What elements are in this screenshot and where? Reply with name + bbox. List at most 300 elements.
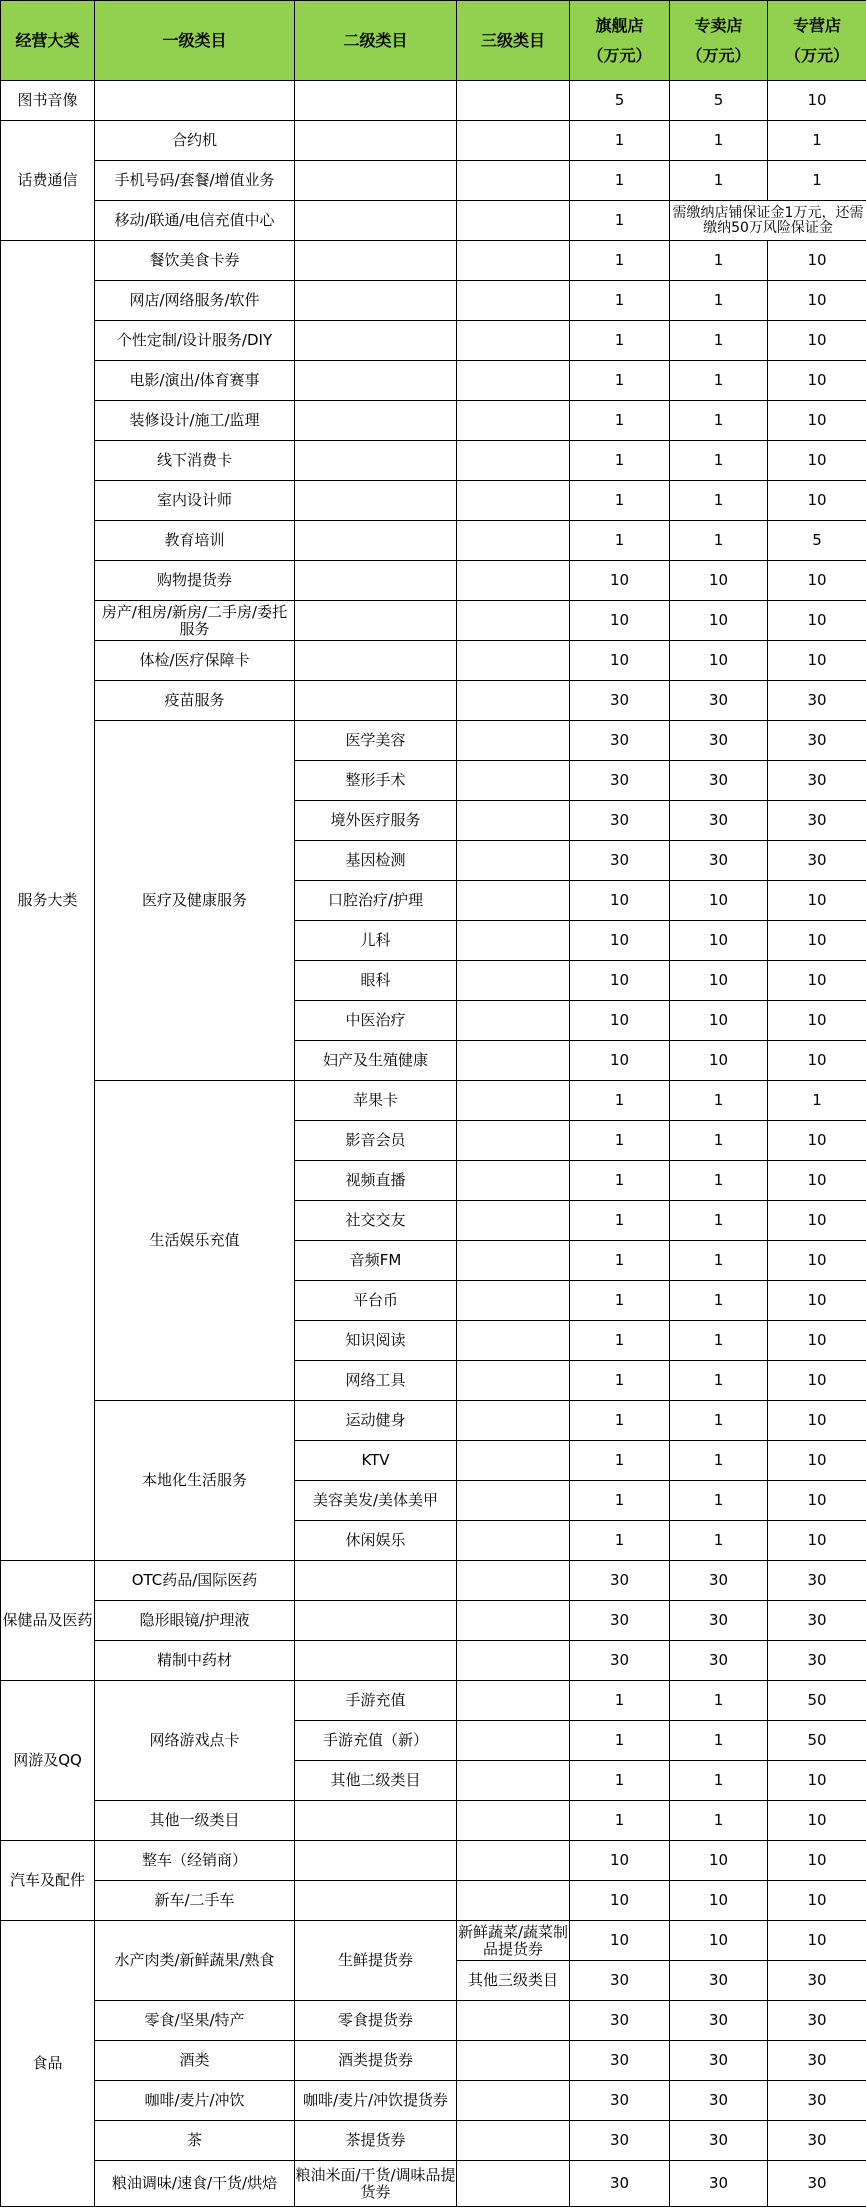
level2-cell: 影音会员 xyxy=(295,1121,457,1161)
header-flagship-name: 旗舰店 xyxy=(595,15,644,35)
flagship-cell: 1 xyxy=(570,1081,670,1121)
level3-cell xyxy=(457,1641,570,1681)
flagship-cell: 30 xyxy=(570,2161,670,2207)
specialty-cell: 1 xyxy=(670,121,768,161)
exclusive-cell: 10 xyxy=(768,601,866,641)
level3-cell: 新鲜蔬菜/蔬菜制品提货券 xyxy=(457,1921,570,1961)
level3-cell xyxy=(457,1121,570,1161)
level1-cell: 餐饮美食卡券 xyxy=(95,241,295,281)
level3-cell xyxy=(457,681,570,721)
level3-cell xyxy=(457,1481,570,1521)
exclusive-cell: 30 xyxy=(768,1641,866,1681)
level3-cell xyxy=(457,1001,570,1041)
level1-cell: 粮油调味/速食/干货/烘焙 xyxy=(95,2161,295,2207)
level2-cell xyxy=(295,81,457,121)
flagship-cell: 1 xyxy=(570,1201,670,1241)
level3-cell xyxy=(457,241,570,281)
level2-cell xyxy=(295,1841,457,1881)
flagship-cell: 1 xyxy=(570,1161,670,1201)
level2-cell: 音频FM xyxy=(295,1241,457,1281)
exclusive-cell: 10 xyxy=(768,1121,866,1161)
flagship-cell: 30 xyxy=(570,1561,670,1601)
level3-cell xyxy=(457,1241,570,1281)
level2-cell: 粮油米面/干货/调味品提货券 xyxy=(295,2161,457,2207)
exclusive-cell: 10 xyxy=(768,401,866,441)
level2-cell: 手游充值 xyxy=(295,1681,457,1721)
level2-cell: 手游充值（新） xyxy=(295,1721,457,1761)
specialty-cell: 10 xyxy=(670,921,768,961)
specialty-cell: 1 xyxy=(670,441,768,481)
level3-cell xyxy=(457,761,570,801)
flagship-cell: 30 xyxy=(570,2001,670,2041)
flagship-cell: 1 xyxy=(570,1721,670,1761)
level2-cell: 视频直播 xyxy=(295,1161,457,1201)
table-row xyxy=(1,601,866,641)
specialty-cell: 1 xyxy=(670,521,768,561)
level2-cell: 境外医疗服务 xyxy=(295,801,457,841)
exclusive-cell: 10 xyxy=(768,361,866,401)
specialty-cell: 30 xyxy=(670,761,768,801)
level1-cell: 酒类 xyxy=(95,2041,295,2081)
flagship-cell: 30 xyxy=(570,761,670,801)
level1-cell: 电影/演出/体育赛事 xyxy=(95,361,295,401)
flagship-cell: 30 xyxy=(570,2041,670,2081)
level2-cell: 茶提货券 xyxy=(295,2121,457,2161)
level2-cell: 美容美发/美体美甲 xyxy=(295,1481,457,1521)
level3-cell xyxy=(457,1441,570,1481)
header-flagship-unit: （万元） xyxy=(587,45,652,65)
table-row xyxy=(1,1561,866,1601)
specialty-cell: 1 xyxy=(670,481,768,521)
level3-cell: 其他三级类目 xyxy=(457,1961,570,2001)
table-row xyxy=(1,521,866,561)
exclusive-cell: 30 xyxy=(768,2081,866,2121)
flagship-cell: 1 xyxy=(570,1761,670,1801)
header-level3: 三级类目 xyxy=(457,1,570,81)
level2-cell xyxy=(295,641,457,681)
level3-cell xyxy=(457,361,570,401)
specialty-cell: 30 xyxy=(670,841,768,881)
specialty-cell: 30 xyxy=(670,1561,768,1601)
level1-cell: 房产/租房/新房/二手房/委托服务 xyxy=(95,601,295,641)
specialty-cell: 30 xyxy=(670,2001,768,2041)
level2-cell: 网络工具 xyxy=(295,1361,457,1401)
specialty-cell: 1 xyxy=(670,401,768,441)
specialty-cell: 1 xyxy=(670,1161,768,1201)
header-flagship xyxy=(570,1,670,81)
note-cell: 需缴纳店铺保证金1万元，还需缴纳50万风险保证金 xyxy=(670,201,866,241)
exclusive-cell: 10 xyxy=(768,481,866,521)
table-row xyxy=(1,1641,866,1681)
specialty-cell: 30 xyxy=(670,801,768,841)
flagship-cell: 10 xyxy=(570,1921,670,1961)
flagship-cell: 30 xyxy=(570,721,670,761)
flagship-cell: 1 xyxy=(570,361,670,401)
flagship-cell: 1 xyxy=(570,1241,670,1281)
level2-cell: 酒类提货券 xyxy=(295,2041,457,2081)
exclusive-cell: 30 xyxy=(768,721,866,761)
exclusive-cell: 30 xyxy=(768,841,866,881)
level1-cell: 手机号码/套餐/增值业务 xyxy=(95,161,295,201)
flagship-cell: 1 xyxy=(570,1361,670,1401)
header-row xyxy=(1,1,866,81)
exclusive-cell: 10 xyxy=(768,641,866,681)
specialty-cell: 1 xyxy=(670,1481,768,1521)
table-row xyxy=(1,1401,866,1441)
level3-cell xyxy=(457,1281,570,1321)
exclusive-cell: 10 xyxy=(768,81,866,121)
specialty-cell: 10 xyxy=(670,1881,768,1921)
flagship-cell: 1 xyxy=(570,1801,670,1841)
specialty-cell: 30 xyxy=(670,2081,768,2121)
flagship-cell: 1 xyxy=(570,201,670,241)
level1-cell: 精制中药材 xyxy=(95,1641,295,1681)
level2-cell: 社交交友 xyxy=(295,1201,457,1241)
table-row xyxy=(1,2121,866,2161)
level2-cell xyxy=(295,121,457,161)
specialty-cell: 10 xyxy=(670,601,768,641)
level3-cell xyxy=(457,201,570,241)
level2-cell xyxy=(295,321,457,361)
level1-cell: 水产肉类/新鲜蔬果/熟食 xyxy=(95,1921,295,2001)
exclusive-cell: 10 xyxy=(768,1001,866,1041)
level3-cell xyxy=(457,961,570,1001)
exclusive-cell: 10 xyxy=(768,1481,866,1521)
category-cell: 食品 xyxy=(1,1921,95,2207)
exclusive-cell: 10 xyxy=(768,1041,866,1081)
specialty-cell: 1 xyxy=(670,1361,768,1401)
table-row xyxy=(1,2041,866,2081)
table-row xyxy=(1,481,866,521)
level3-cell xyxy=(457,161,570,201)
table-row xyxy=(1,2161,866,2207)
level3-cell xyxy=(457,721,570,761)
table-row xyxy=(1,641,866,681)
table-row xyxy=(1,1081,866,1121)
level2-cell: 知识阅读 xyxy=(295,1321,457,1361)
specialty-cell: 1 xyxy=(670,1521,768,1561)
level2-cell: 医学美容 xyxy=(295,721,457,761)
specialty-cell: 10 xyxy=(670,961,768,1001)
category-cell: 网游及QQ xyxy=(1,1681,95,1841)
flagship-cell: 1 xyxy=(570,1121,670,1161)
level3-cell xyxy=(457,81,570,121)
level2-cell xyxy=(295,241,457,281)
level2-cell xyxy=(295,521,457,561)
level3-cell xyxy=(457,1561,570,1601)
level1-cell: 咖啡/麦片/冲饮 xyxy=(95,2081,295,2121)
specialty-cell: 1 xyxy=(670,1321,768,1361)
level1-cell: 生活娱乐充值 xyxy=(95,1081,295,1401)
level1-cell: OTC药品/国际医药 xyxy=(95,1561,295,1601)
level1-cell: 隐形眼镜/护理液 xyxy=(95,1601,295,1641)
table-row xyxy=(1,1921,866,1961)
specialty-cell: 30 xyxy=(670,681,768,721)
flagship-cell: 1 xyxy=(570,121,670,161)
level2-cell: 口腔治疗/护理 xyxy=(295,881,457,921)
category-cell: 话费通信 xyxy=(1,121,95,241)
exclusive-cell: 30 xyxy=(768,2041,866,2081)
category-cell: 服务大类 xyxy=(1,241,95,1561)
flagship-cell: 10 xyxy=(570,921,670,961)
level1-cell: 体检/医疗保障卡 xyxy=(95,641,295,681)
specialty-cell: 30 xyxy=(670,2161,768,2207)
level2-cell: 基因检测 xyxy=(295,841,457,881)
exclusive-cell: 10 xyxy=(768,1801,866,1841)
exclusive-cell: 10 xyxy=(768,1361,866,1401)
header-exclusive-name: 专营店 xyxy=(792,15,841,35)
exclusive-cell: 10 xyxy=(768,1921,866,1961)
level1-cell: 线下消费卡 xyxy=(95,441,295,481)
level1-cell: 个性定制/设计服务/DIY xyxy=(95,321,295,361)
level3-cell xyxy=(457,481,570,521)
level1-cell: 疫苗服务 xyxy=(95,681,295,721)
level2-cell xyxy=(295,1801,457,1841)
specialty-cell: 1 xyxy=(670,1441,768,1481)
level1-cell: 移动/联通/电信充值中心 xyxy=(95,201,295,241)
level2-cell: 休闲娱乐 xyxy=(295,1521,457,1561)
level3-cell xyxy=(457,1761,570,1801)
level1-cell: 购物提货券 xyxy=(95,561,295,601)
flagship-cell: 30 xyxy=(570,2081,670,2121)
exclusive-cell: 1 xyxy=(768,1081,866,1121)
exclusive-cell: 10 xyxy=(768,1201,866,1241)
flagship-cell: 30 xyxy=(570,681,670,721)
level2-cell xyxy=(295,201,457,241)
level2-cell xyxy=(295,1641,457,1681)
flagship-cell: 1 xyxy=(570,161,670,201)
level3-cell xyxy=(457,1401,570,1441)
level3-cell xyxy=(457,601,570,641)
level3-cell xyxy=(457,121,570,161)
level1-cell: 室内设计师 xyxy=(95,481,295,521)
specialty-cell: 1 xyxy=(670,1681,768,1721)
exclusive-cell: 5 xyxy=(768,521,866,561)
flagship-cell: 10 xyxy=(570,961,670,1001)
flagship-cell: 10 xyxy=(570,1001,670,1041)
level3-cell xyxy=(457,2001,570,2041)
level2-cell xyxy=(295,281,457,321)
level3-cell xyxy=(457,2121,570,2161)
flagship-cell: 10 xyxy=(570,601,670,641)
specialty-cell: 10 xyxy=(670,1841,768,1881)
header-category: 经营大类 xyxy=(1,1,95,81)
exclusive-cell: 30 xyxy=(768,2121,866,2161)
flagship-cell: 30 xyxy=(570,1601,670,1641)
level3-cell xyxy=(457,1801,570,1841)
header-specialty xyxy=(670,1,768,81)
flagship-cell: 10 xyxy=(570,1041,670,1081)
level3-cell xyxy=(457,2161,570,2207)
level2-cell: 其他二级类目 xyxy=(295,1761,457,1801)
exclusive-cell: 10 xyxy=(768,561,866,601)
exclusive-cell: 30 xyxy=(768,681,866,721)
level2-cell: 零食提货券 xyxy=(295,2001,457,2041)
level2-cell xyxy=(295,161,457,201)
exclusive-cell: 30 xyxy=(768,2161,866,2207)
header-specialty-unit: （万元） xyxy=(686,45,751,65)
exclusive-cell: 10 xyxy=(768,921,866,961)
header-exclusive-unit: （万元） xyxy=(784,45,849,65)
level2-cell xyxy=(295,441,457,481)
exclusive-cell: 10 xyxy=(768,321,866,361)
flagship-cell: 1 xyxy=(570,281,670,321)
flagship-cell: 1 xyxy=(570,1401,670,1441)
table-row xyxy=(1,361,866,401)
table-row xyxy=(1,681,866,721)
specialty-cell: 1 xyxy=(670,1721,768,1761)
specialty-cell: 10 xyxy=(670,1001,768,1041)
level1-cell: 网络游戏点卡 xyxy=(95,1681,295,1801)
level3-cell xyxy=(457,1321,570,1361)
flagship-cell: 30 xyxy=(570,1641,670,1681)
header-specialty-name: 专卖店 xyxy=(694,15,743,35)
specialty-cell: 10 xyxy=(670,1921,768,1961)
header-level1: 一级类目 xyxy=(95,1,295,81)
exclusive-cell: 10 xyxy=(768,1881,866,1921)
level2-cell xyxy=(295,481,457,521)
exclusive-cell: 30 xyxy=(768,801,866,841)
specialty-cell: 1 xyxy=(670,281,768,321)
specialty-cell: 10 xyxy=(670,1041,768,1081)
exclusive-cell: 1 xyxy=(768,121,866,161)
level2-cell xyxy=(295,1561,457,1601)
level3-cell xyxy=(457,801,570,841)
level1-cell: 零食/坚果/特产 xyxy=(95,2001,295,2041)
level3-cell xyxy=(457,281,570,321)
level3-cell xyxy=(457,1601,570,1641)
table-row xyxy=(1,2001,866,2041)
specialty-cell: 30 xyxy=(670,721,768,761)
flagship-cell: 1 xyxy=(570,481,670,521)
level2-cell: 眼科 xyxy=(295,961,457,1001)
flagship-cell: 1 xyxy=(570,1441,670,1481)
level2-cell: KTV xyxy=(295,1441,457,1481)
exclusive-cell: 10 xyxy=(768,1761,866,1801)
level1-cell: 教育培训 xyxy=(95,521,295,561)
specialty-cell: 10 xyxy=(670,881,768,921)
flagship-cell: 30 xyxy=(570,1961,670,2001)
category-cell: 保健品及医药 xyxy=(1,1561,95,1681)
table-row xyxy=(1,121,866,161)
level3-cell xyxy=(457,561,570,601)
specialty-cell: 1 xyxy=(670,361,768,401)
specialty-cell: 30 xyxy=(670,1601,768,1641)
header-level2: 二级类目 xyxy=(295,1,457,81)
specialty-cell: 30 xyxy=(670,2041,768,2081)
specialty-cell: 1 xyxy=(670,1281,768,1321)
exclusive-cell: 10 xyxy=(768,1161,866,1201)
flagship-cell: 10 xyxy=(570,1841,670,1881)
level1-cell: 网店/网络服务/软件 xyxy=(95,281,295,321)
exclusive-cell: 30 xyxy=(768,1561,866,1601)
level2-cell xyxy=(295,1881,457,1921)
exclusive-cell: 30 xyxy=(768,761,866,801)
table-row xyxy=(1,721,866,761)
specialty-cell: 10 xyxy=(670,641,768,681)
level3-cell xyxy=(457,1721,570,1761)
exclusive-cell: 50 xyxy=(768,1681,866,1721)
level2-cell: 整形手术 xyxy=(295,761,457,801)
flagship-cell: 1 xyxy=(570,1321,670,1361)
level2-cell: 咖啡/麦片/冲饮提货券 xyxy=(295,2081,457,2121)
table-row xyxy=(1,1841,866,1881)
level3-cell xyxy=(457,1521,570,1561)
level3-cell xyxy=(457,921,570,961)
level2-cell xyxy=(295,561,457,601)
level3-cell xyxy=(457,321,570,361)
level2-cell: 平台币 xyxy=(295,1281,457,1321)
level3-cell xyxy=(457,401,570,441)
level1-cell: 其他一级类目 xyxy=(95,1801,295,1841)
level1-cell: 新车/二手车 xyxy=(95,1881,295,1921)
table-row xyxy=(1,1801,866,1841)
specialty-cell: 1 xyxy=(670,161,768,201)
exclusive-cell: 10 xyxy=(768,1281,866,1321)
level1-cell: 装修设计/施工/监理 xyxy=(95,401,295,441)
level2-cell xyxy=(295,681,457,721)
exclusive-cell: 10 xyxy=(768,1321,866,1361)
table-row xyxy=(1,2081,866,2121)
category-cell: 图书音像 xyxy=(1,81,95,121)
flagship-cell: 10 xyxy=(570,641,670,681)
level3-cell xyxy=(457,841,570,881)
level3-cell xyxy=(457,521,570,561)
level3-cell xyxy=(457,1201,570,1241)
level3-cell xyxy=(457,1361,570,1401)
level3-cell xyxy=(457,441,570,481)
exclusive-cell: 30 xyxy=(768,2001,866,2041)
level2-cell xyxy=(295,401,457,441)
flagship-cell: 1 xyxy=(570,441,670,481)
exclusive-cell: 10 xyxy=(768,1401,866,1441)
table-row xyxy=(1,1881,866,1921)
specialty-cell: 1 xyxy=(670,321,768,361)
level3-cell xyxy=(457,1161,570,1201)
flagship-cell: 30 xyxy=(570,841,670,881)
table-row xyxy=(1,201,866,241)
level2-cell xyxy=(295,601,457,641)
level2-cell: 运动健身 xyxy=(295,1401,457,1441)
specialty-cell: 1 xyxy=(670,241,768,281)
level1-cell: 茶 xyxy=(95,2121,295,2161)
exclusive-cell: 10 xyxy=(768,881,866,921)
flagship-cell: 1 xyxy=(570,1281,670,1321)
table-row xyxy=(1,441,866,481)
specialty-cell: 1 xyxy=(670,1201,768,1241)
table-row xyxy=(1,161,866,201)
level3-cell xyxy=(457,1881,570,1921)
level1-cell: 合约机 xyxy=(95,121,295,161)
flagship-cell: 30 xyxy=(570,2121,670,2161)
specialty-cell: 30 xyxy=(670,2121,768,2161)
level2-cell: 苹果卡 xyxy=(295,1081,457,1121)
exclusive-cell: 10 xyxy=(768,1441,866,1481)
exclusive-cell: 10 xyxy=(768,281,866,321)
category-cell: 汽车及配件 xyxy=(1,1841,95,1921)
flagship-cell: 1 xyxy=(570,1521,670,1561)
level2-cell xyxy=(295,361,457,401)
level3-cell xyxy=(457,1841,570,1881)
exclusive-cell: 50 xyxy=(768,1721,866,1761)
table-row xyxy=(1,1601,866,1641)
specialty-cell: 1 xyxy=(670,1081,768,1121)
specialty-cell: 1 xyxy=(670,1801,768,1841)
exclusive-cell: 30 xyxy=(768,1961,866,2001)
header-exclusive xyxy=(768,1,866,81)
table-row xyxy=(1,1681,866,1721)
flagship-cell: 1 xyxy=(570,1481,670,1521)
